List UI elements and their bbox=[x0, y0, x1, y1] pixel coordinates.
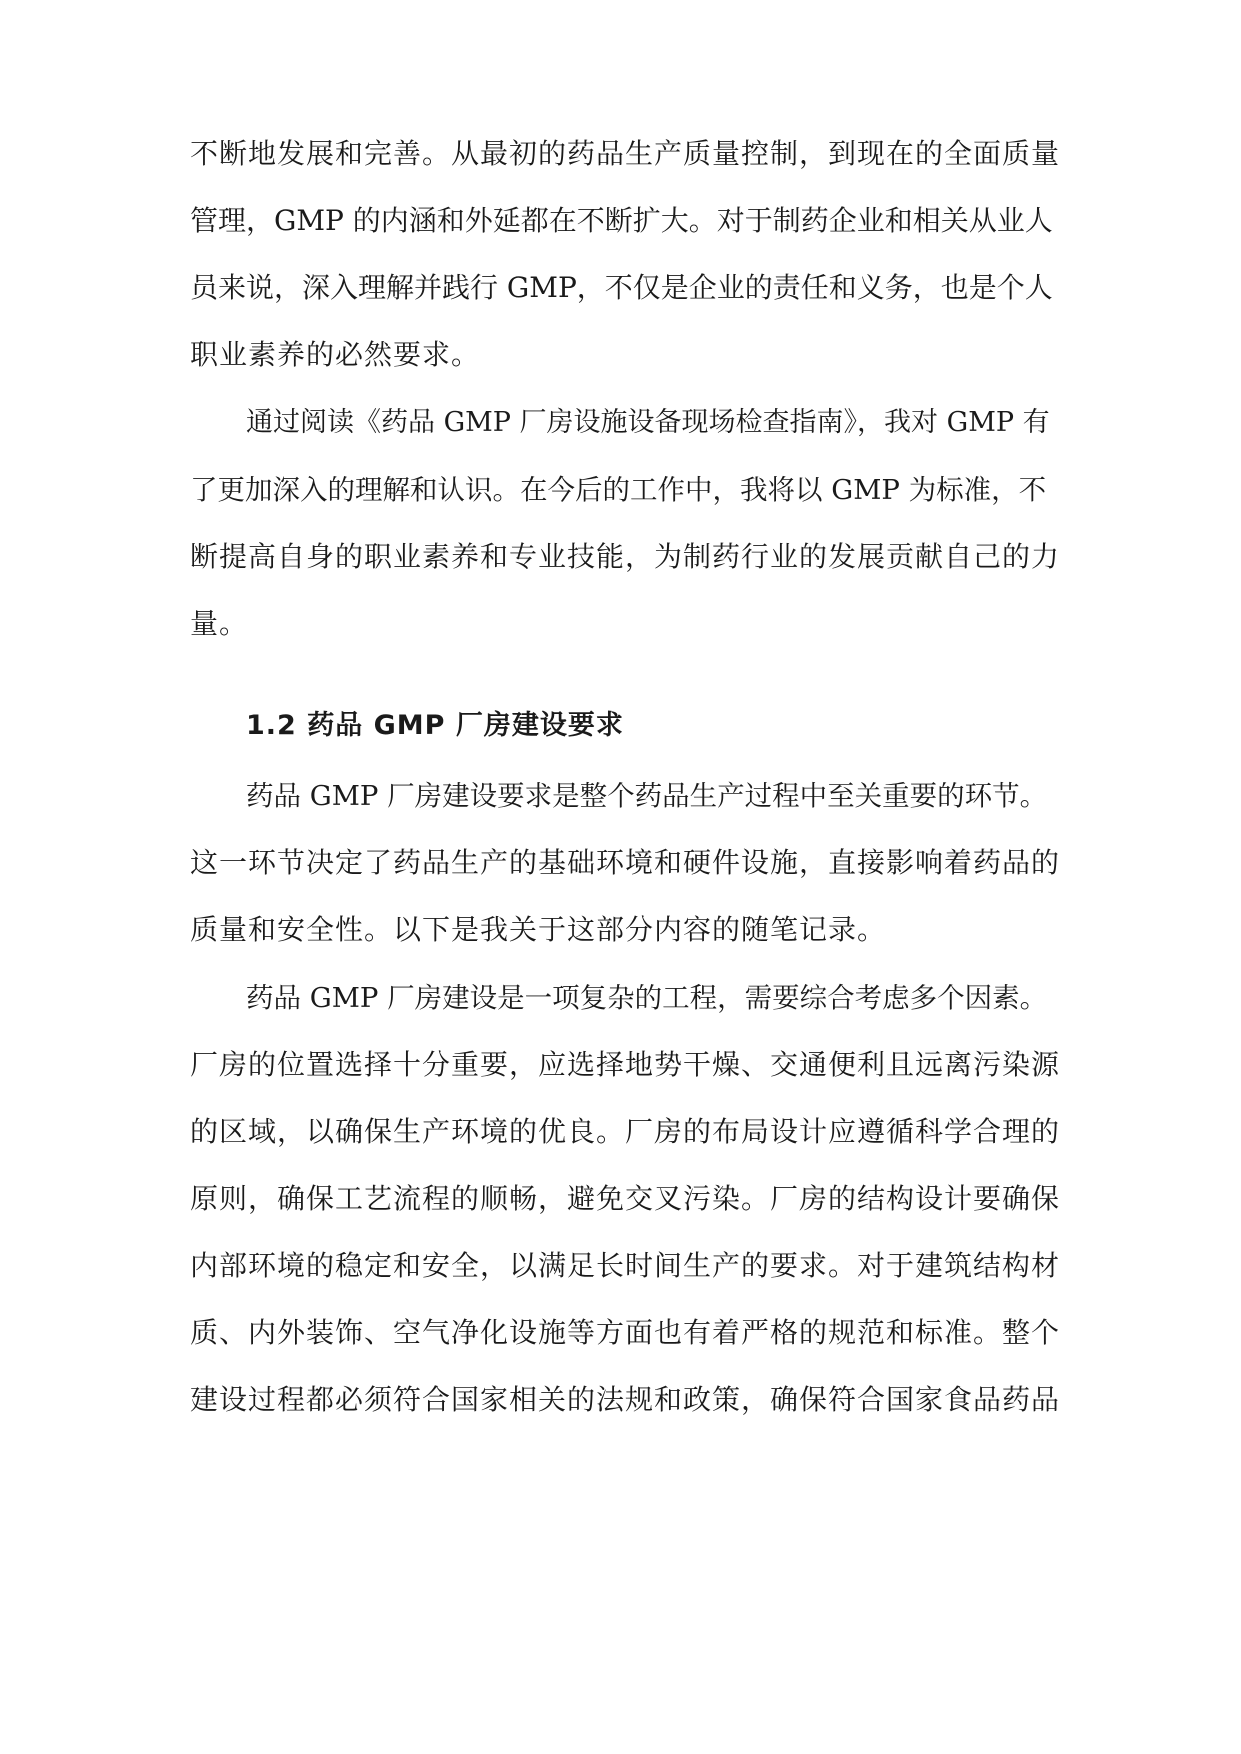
paragraph-line: 原则，确保工艺流程的顺畅，避免交叉污染。厂房的结构设计要确保 bbox=[190, 1182, 1061, 1215]
paragraph-line: 断提高自身的职业素养和专业技能，为制药行业的发展贡献自己的力 bbox=[190, 540, 1061, 573]
paragraph-line: 内部环境的稳定和安全，以满足长时间生产的要求。对于建筑结构材 bbox=[190, 1249, 1061, 1282]
paragraph-line: 量。 bbox=[190, 607, 249, 640]
paragraph-line: 建设过程都必须符合国家相关的法规和政策，确保符合国家食品药品 bbox=[190, 1383, 1061, 1416]
paragraph-line: 职业素养的必然要求。 bbox=[190, 338, 481, 371]
paragraph-line: 了更加深入的理解和认识。在今后的工作中，我将以 GMP 为标准，不 bbox=[190, 474, 1047, 506]
paragraph-line: 不断地发展和完善。从最初的药品生产质量控制，到现在的全面质量 bbox=[190, 137, 1061, 170]
paragraph-line: 员来说，深入理解并践行 GMP，不仅是企业的责任和义务，也是个人 bbox=[190, 271, 1053, 304]
paragraph-line: 药品 GMP 厂房建设是一项复杂的工程，需要综合考虑多个因素。 bbox=[246, 982, 1048, 1014]
paragraph-line: 通过阅读《药品 GMP 厂房设施设备现场检查指南》，我对 GMP 有 bbox=[246, 407, 1050, 438]
paragraph-line: 厂房的位置选择十分重要，应选择地势干燥、交通便利且远离污染源 bbox=[190, 1048, 1061, 1081]
paragraph-line: 质量和安全性。以下是我关于这部分内容的随笔记录。 bbox=[190, 913, 887, 946]
paragraph-line: 质、内外装饰、空气净化设施等方面也有着严格的规范和标准。整个 bbox=[190, 1316, 1061, 1349]
paragraph-line: 这一环节决定了药品生产的基础环境和硬件设施，直接影响着药品的 bbox=[190, 846, 1061, 879]
paragraph-line: 的区域，以确保生产环境的优良。厂房的布局设计应遵循科学合理的 bbox=[190, 1115, 1061, 1148]
paragraph-line: 管理，GMP 的内涵和外延都在不断扩大。对于制药企业和相关从业人 bbox=[190, 204, 1053, 237]
paragraph-line: 药品 GMP 厂房建设要求是整个药品生产过程中至关重要的环节。 bbox=[246, 780, 1048, 812]
section-heading: 1.2 药品 GMP 厂房建设要求 bbox=[246, 710, 624, 741]
